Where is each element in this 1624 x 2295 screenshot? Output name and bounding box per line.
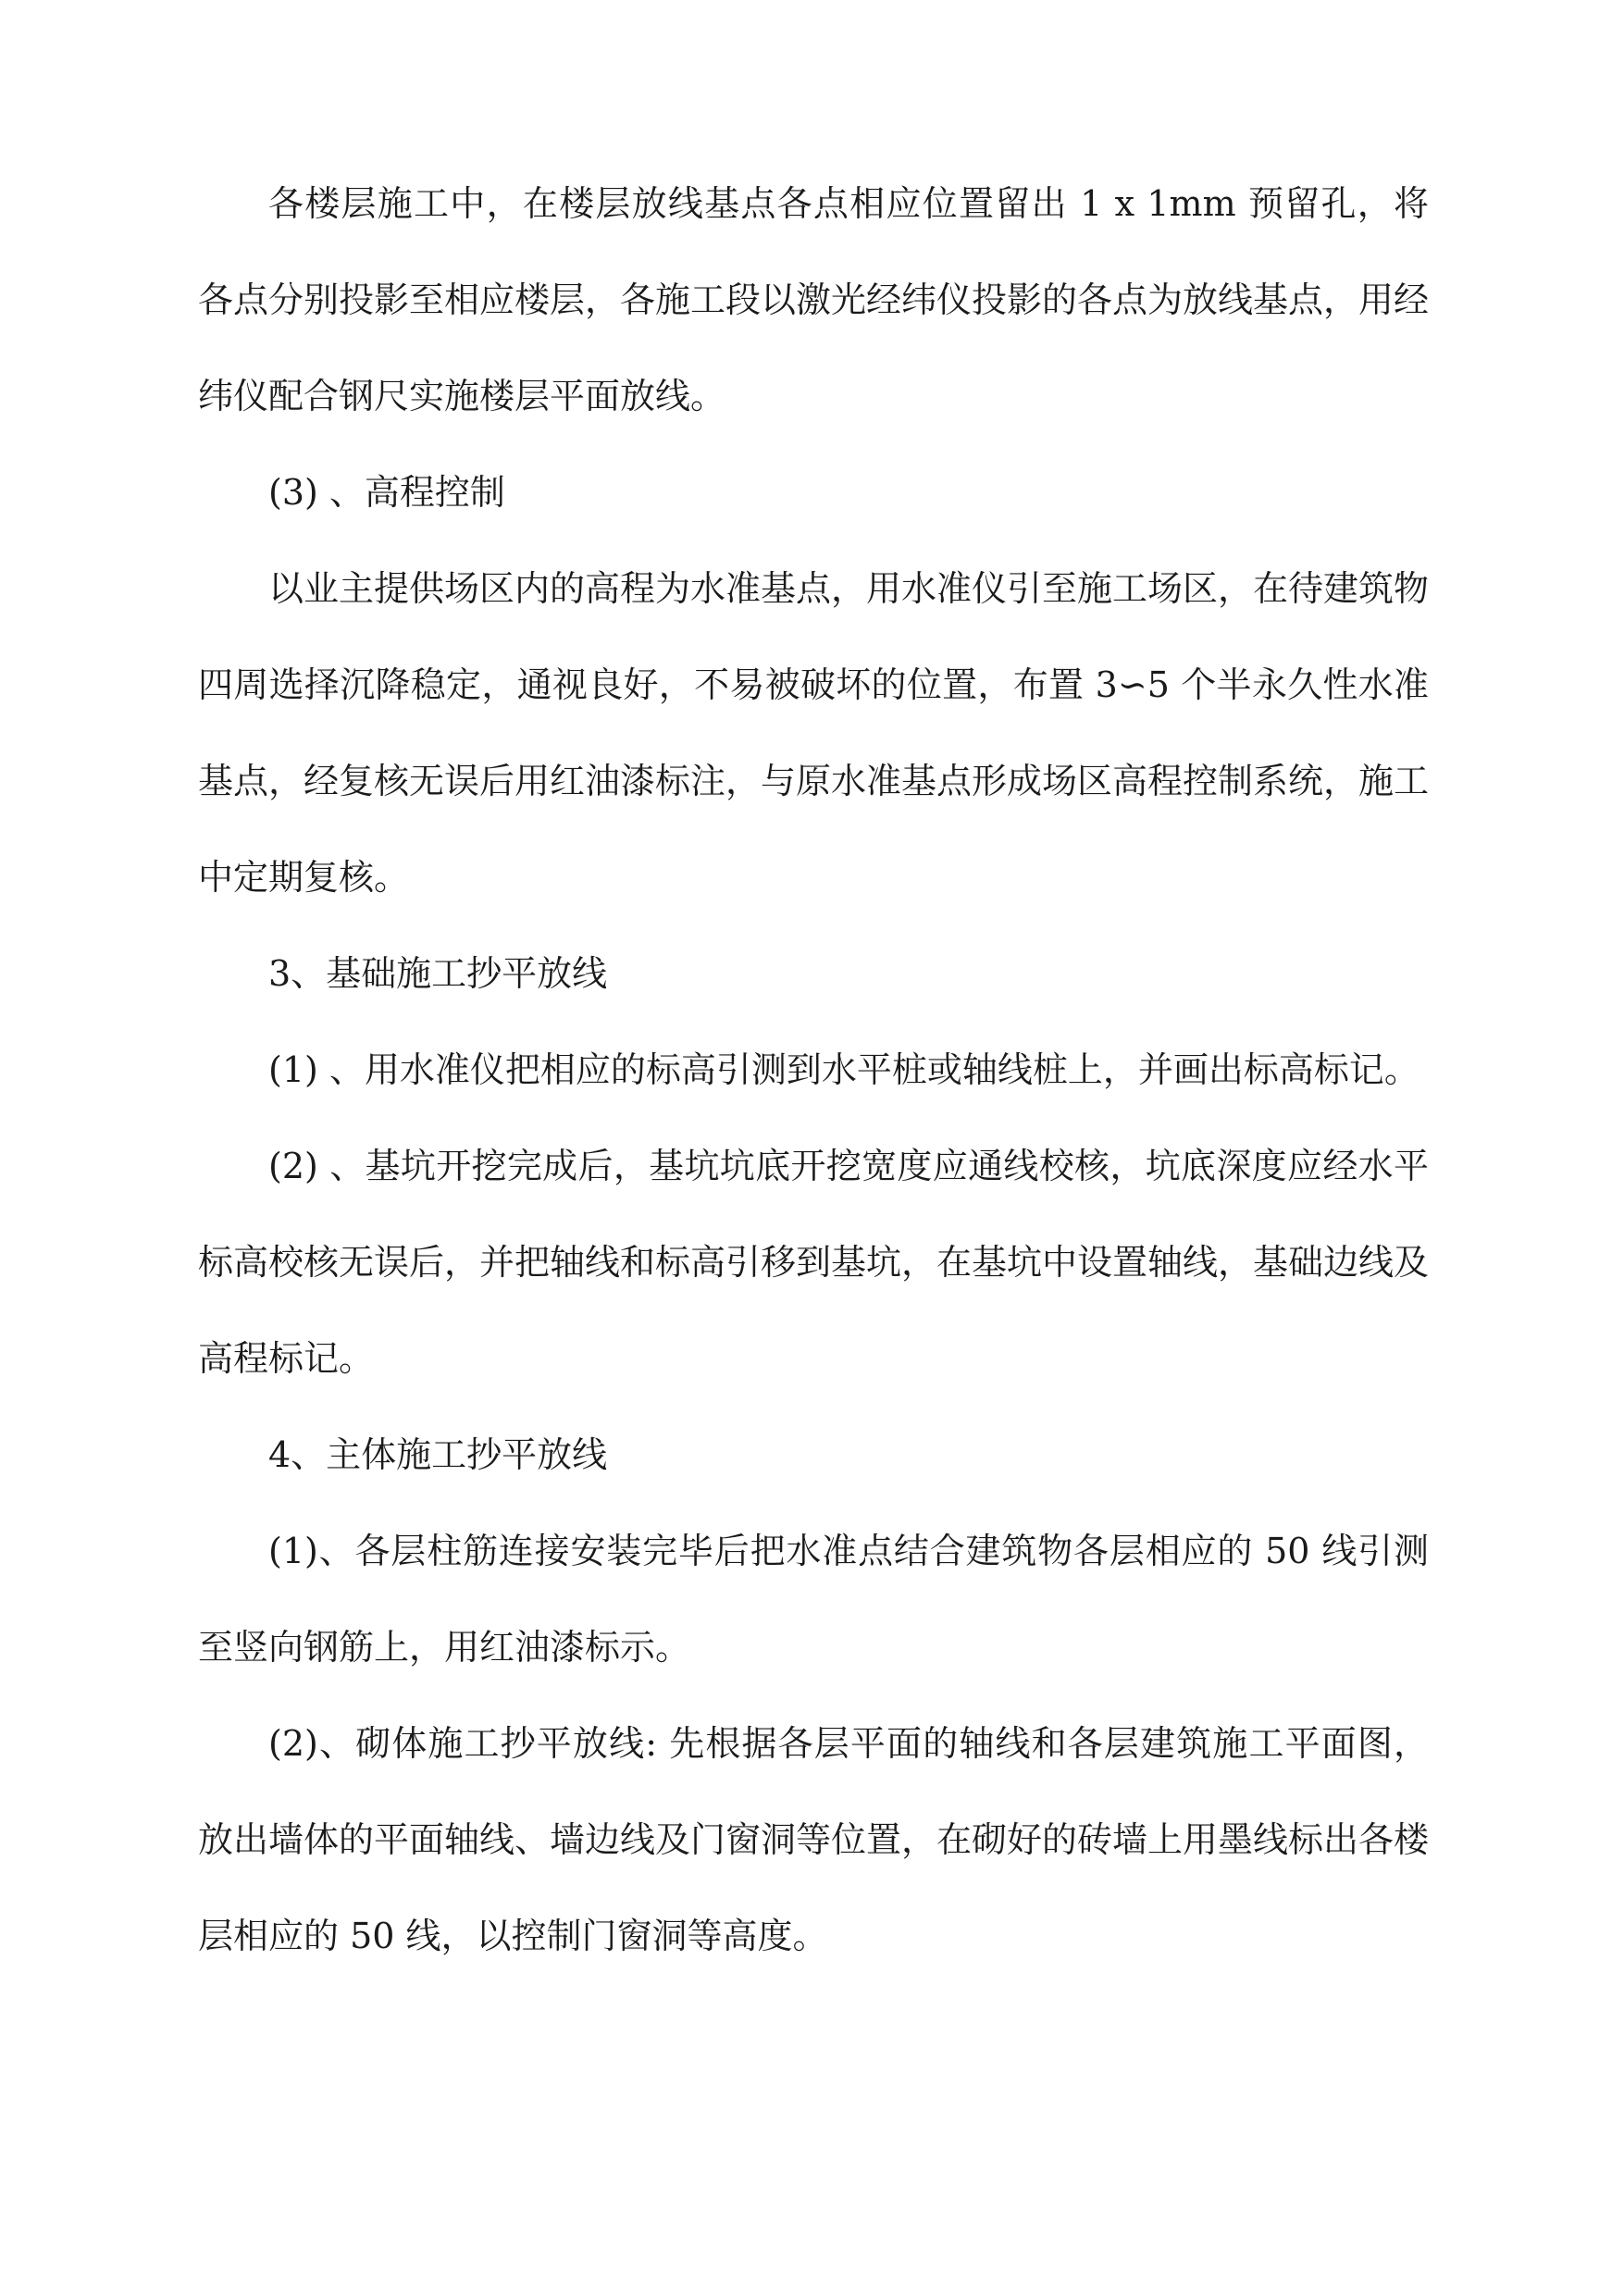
paragraph-floor-layout: 各楼层施工中，在楼层放线基点各点相应位置留出 1 x 1mm 预留孔，将各点分别投影至相应楼层，各施工段以激光经纬仪投影的各点为放线基点，用经纬仪配合钢尺实施楼层平面放线。 bbox=[198, 183, 1430, 416]
document-page bbox=[198, 155, 1429, 1984]
paragraph-benchmark: 以业主提供场区内的高程为水准基点，用水准仪引至施工场区，在待建筑物四周选择沉降稳定，通视良好，不易被破坏的位置，布置 3∽5 个半永久性水准基点，经复核无误后用红油漆标注，与原水准基点形成场区高程控制系统，施工中定期复核。 bbox=[198, 568, 1430, 898]
heading-foundation-leveling: 3、基础施工抄平放线 bbox=[268, 953, 608, 994]
heading-elevation-control: (3) 、高程控制 bbox=[268, 472, 505, 513]
paragraph-foundation-step-2: (2) 、基坑开挖完成后，基坑坑底开挖宽度应通线校核，坑底深度应经水平标高校核无误后，并把轴线和标高引移到基坑，在基坑中设置轴线，基础边线及高程标记。 bbox=[198, 1146, 1430, 1379]
paragraph-foundation-step-1: (1) 、用水准仪把相应的标高引测到水平桩或轴线桩上，并画出标高标记。 bbox=[268, 1049, 1419, 1090]
paragraph-main-step-1: (1)、各层柱筋连接安装完毕后把水准点结合建筑物各层相应的 50 线引测至竖向钢筋上，用红油漆标示。 bbox=[198, 1531, 1429, 1668]
paragraph-main-step-2: (2)、砌体施工抄平放线: 先根据各层平面的轴线和各层建筑施工平面图，放出墙体的平面轴线、墙边线及门窗洞等位置，在砌好的砖墙上用墨线标出各楼层相应的 50 线，以控制门窗洞等高度。 bbox=[198, 1723, 1430, 1956]
heading-main-structure-leveling: 4、主体施工抄平放线 bbox=[268, 1434, 608, 1475]
